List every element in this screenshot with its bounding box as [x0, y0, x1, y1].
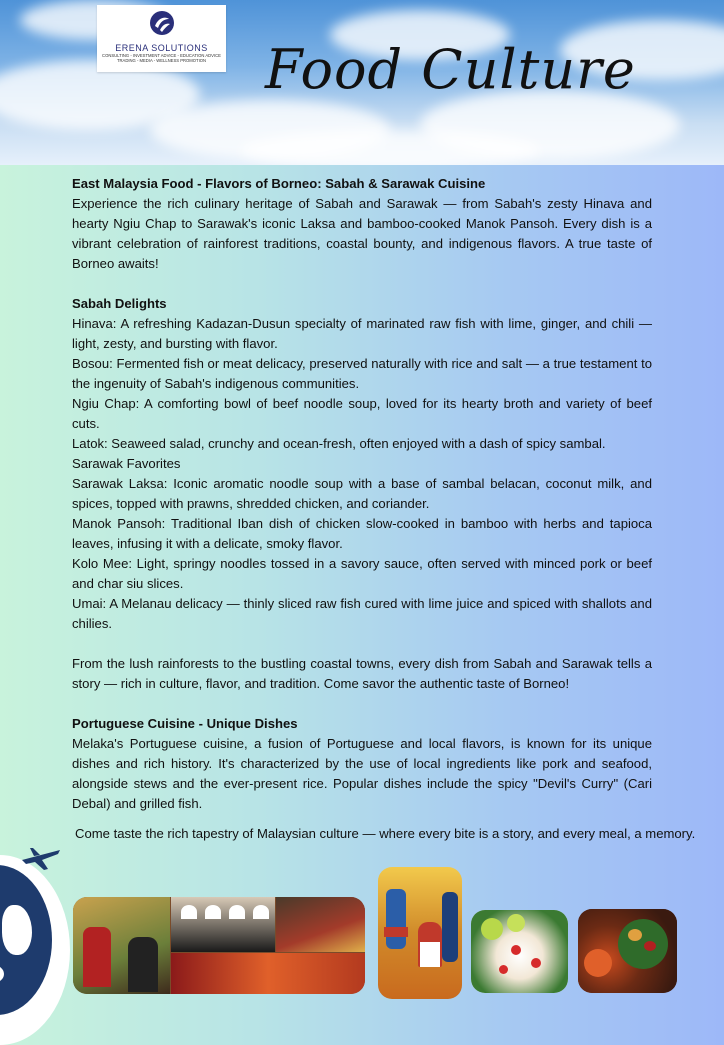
intro-body: Experience the rich culinary heritage of Sabah and Sarawak — from Sabah's zesty Hinava and hearty Ngiu Chap to Sarawak's iconic Laksa and bamboo-cooked Manok Pansoh. Every dish is a vibrant celebration of rainforest traditions, coastal bounty, and indigenous flavors. A true taste of Borneo awaits! [72, 196, 652, 271]
photo-collage-sabah-culture [73, 897, 365, 994]
summary-paragraph: From the lush rainforests to the bustling coastal towns, every dish from Sabah and Sarawak tells a story — rich in culture, flavor, and tradition. Come savor the authentic taste of Borneo! [72, 656, 652, 691]
logo-tagline-2: TRADING - MEDIA - WELLNESS PROMOTION [116, 58, 207, 63]
company-logo [97, 5, 226, 72]
photo-malaysian-dishes [578, 909, 677, 993]
sarawak-item: Umai: A Melanau delicacy — thinly sliced raw fish cured with lime juice and spiced with shallots and chilies. [72, 596, 652, 631]
portuguese-heading: Portuguese Cuisine - Unique Dishes [72, 716, 298, 731]
sarawak-heading: Sarawak Favorites [72, 456, 181, 471]
sabah-item: Bosou: Fermented fish or meat delicacy, preserved naturally with rice and salt — a true testament to the ingenuity of Sabah's indigenous communities. [72, 356, 652, 391]
sarawak-item: Manok Pansoh: Traditional Iban dish of chicken slow-cooked in bamboo with herbs and tapioca leaves, infusing it with a delicate, smoky flavor. [72, 516, 652, 551]
photo-umai-raw-fish [471, 910, 568, 993]
airplane-icon [20, 842, 62, 872]
portuguese-body: Melaka's Portuguese cuisine, a fusion of Portuguese and local flavors, is known for its unique dishes and rich history. It's characterized by the use of local ingredients like pork and seafood, alongside stews and the ever-present rice. Popular dishes include the spicy "Devil's Curry" (Cari Debal) and grilled fish. [72, 736, 652, 811]
logo-name: ERENA SOLUTIONS [115, 43, 208, 53]
logo-tagline-1: CONSULTING - INVESTMENT ADVICE - EDUCATION ADVICE [102, 53, 221, 58]
intro-heading: East Malaysia Food - Flavors of Borneo: Sabah & Sarawak Cuisine [72, 176, 486, 191]
page-title: Food Culture [265, 38, 636, 101]
sabah-item: Latok: Seaweed salad, crunchy and ocean-fresh, often enjoyed with a dash of spicy sambal. [72, 436, 606, 451]
sabah-heading: Sabah Delights [72, 296, 167, 311]
closing-line: Come taste the rich tapestry of Malaysian culture — where every bite is a story, and every meal, a memory. [75, 826, 696, 841]
sarawak-item: Kolo Mee: Light, springy noodles tossed in a savory sauce, often served with minced pork or beef and char siu slices. [72, 556, 652, 591]
main-content [72, 174, 652, 814]
sabah-item: Ngiu Chap: A comforting bowl of beef noodle soup, loved for its hearty broth and variety of beef cuts. [72, 396, 652, 431]
sabah-item: Hinava: A refreshing Kadazan-Dusun specialty of marinated raw fish with lime, ginger, and chili — light, zesty, and bursting with flavor. [72, 316, 652, 351]
sarawak-item: Sarawak Laksa: Iconic aromatic noodle soup with a base of sambal belacan, coconut milk, and spices, topped with prawns, shredded chicken, and coriander. [72, 476, 652, 511]
photo-portuguese-dancers [378, 867, 462, 999]
logo-mark-icon [149, 10, 175, 36]
